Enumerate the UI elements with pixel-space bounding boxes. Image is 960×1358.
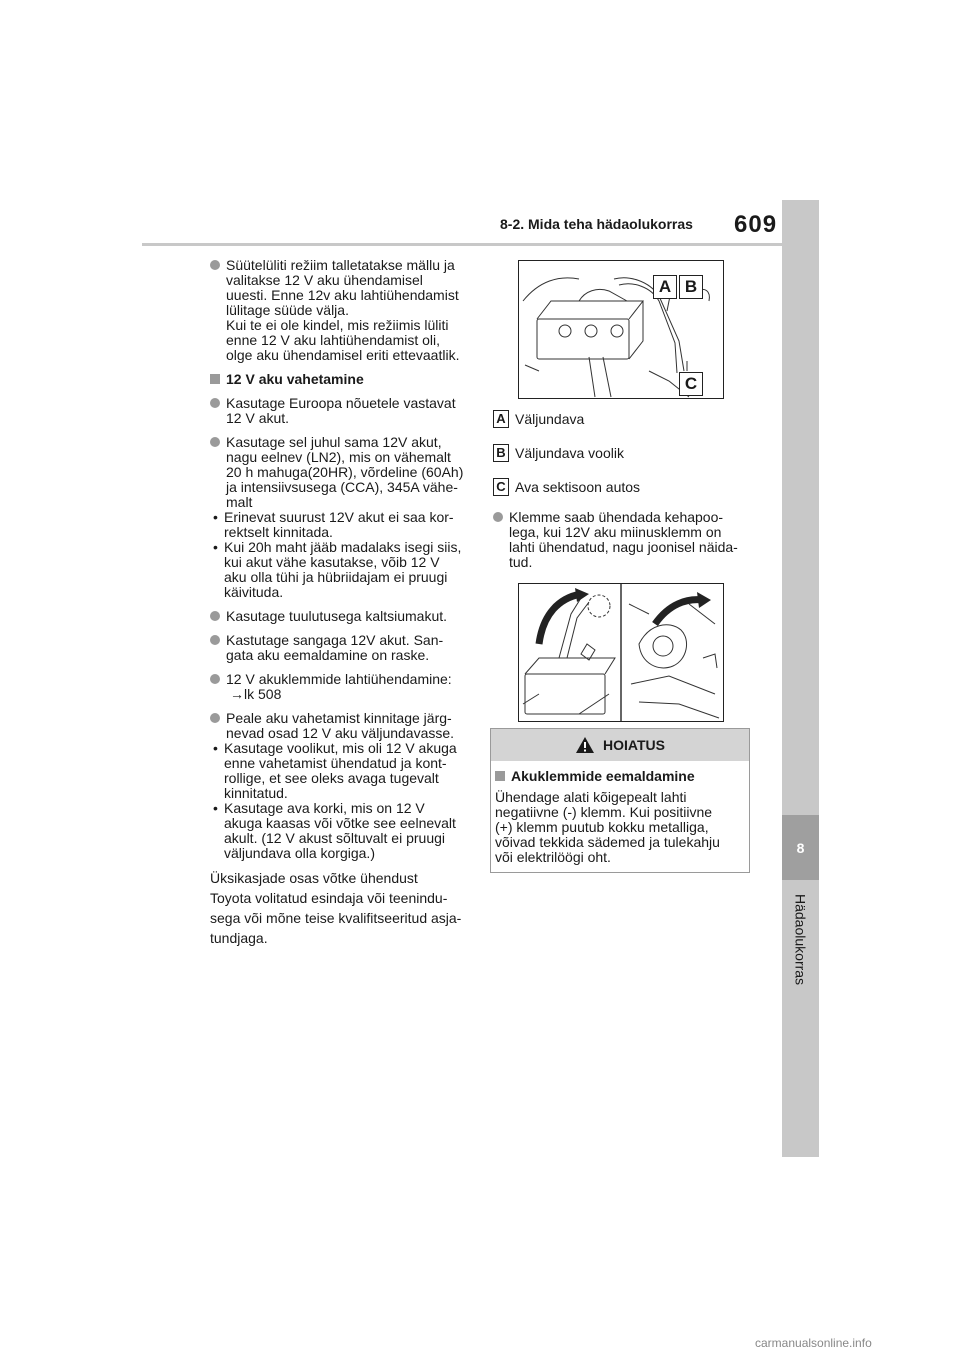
bullet-handle-battery <box>210 633 472 663</box>
chapter-label-wrap <box>782 880 819 1000</box>
chapter-number: 8 <box>782 815 819 880</box>
bullet-vented-battery <box>210 609 472 624</box>
text-line: Kui te ei ole kindel, mis režiimis lüliti <box>226 317 449 333</box>
text-line: enne vahetamist ühendatud ja kont- <box>224 755 447 771</box>
bullet-terminal-disconnect <box>210 672 472 702</box>
text-line: aku olla tühi ja hübriidajam ei pruugi <box>224 569 448 585</box>
text-line: Klemme saab ühendada kehapoo- <box>509 509 724 525</box>
text-line: Kasutage tuulutusega kaltsiumakut. <box>226 608 448 624</box>
figure-label-a: A <box>653 275 677 299</box>
legend-key: C <box>493 478 509 496</box>
legend-item-a <box>493 410 743 430</box>
text-line: akult. (12 V akust sõltuvalt ei pruugi <box>224 830 446 846</box>
sub-item <box>210 741 472 801</box>
text-line: olge aku ühendamisel eriti ettevaatlik. <box>226 347 460 363</box>
text-line: tud. <box>509 554 533 570</box>
text-line: lahti ühendatud, nagu joonisel näida- <box>509 539 738 555</box>
warning-title: HOIATUS <box>603 737 665 753</box>
text-line: uuesti. Enne 12v aku lahtiühendamist <box>226 287 459 303</box>
text-line: Kasutage voolikut, mis oli 12 V akuga <box>224 740 457 756</box>
text-line: rollige, et see oleks avaga tugevalt <box>224 770 439 786</box>
text-line: Kasutage sel juhul sama 12V akut, <box>226 434 442 450</box>
text-line: gata aku eemaldamine on raske. <box>226 647 430 663</box>
section-title: 8-2. Mida teha hädaolukorras <box>500 216 693 232</box>
warning-box <box>490 728 750 873</box>
page-reference: →lk 508 <box>230 686 282 702</box>
warning-body <box>491 761 749 865</box>
header-rule <box>142 243 782 246</box>
bullet-dot <box>493 512 503 522</box>
text-line: Kasutage Euroopa nõuetele vastavat <box>226 395 456 411</box>
warning-heading-text: Akuklemmide eemaldamine <box>511 768 695 784</box>
text-line: (+) klemm puutub kokku metalliga, <box>495 819 709 835</box>
bullet-dot <box>210 260 220 270</box>
heading-battery-replacement <box>210 372 472 387</box>
bullet-dot <box>210 611 220 621</box>
text-line: tundjaga. <box>210 930 268 946</box>
bullet-mode-memory <box>210 258 472 363</box>
bullet-european-battery <box>210 396 472 426</box>
legend-text: Väljundava voolik <box>515 445 624 461</box>
figure-battery-vent <box>518 260 724 399</box>
legend-key: A <box>493 410 509 428</box>
text-line: kinnitatud. <box>224 785 288 801</box>
sub-bullet: • <box>213 740 218 756</box>
sub-bullet: • <box>213 800 218 816</box>
figure-legend <box>493 410 743 498</box>
legend-key: B <box>493 444 509 462</box>
text-line: käivituda. <box>224 584 284 600</box>
legend-text: Väljundava <box>515 411 585 427</box>
text-line: malt <box>226 494 253 510</box>
left-column <box>210 258 472 948</box>
text-line: väljundava olla korgiga.) <box>224 845 375 861</box>
sub-item <box>210 540 472 600</box>
figure-label-c: C <box>679 372 703 396</box>
text-line: Ühendage alati kõigepealt lahti <box>495 789 687 805</box>
text-line: lülitage süüde välja. <box>226 302 349 318</box>
warning-heading <box>495 769 745 784</box>
text-line: Kui 20h maht jääb madalaks isegi siis, <box>224 539 462 555</box>
text-line: 12 V akut. <box>226 410 290 426</box>
text-line: kui akut vähe kasutakse, võib 12 V <box>224 554 440 570</box>
legend-item-b <box>493 444 743 464</box>
bullet-after-replacement <box>210 711 472 861</box>
page-number: 609 <box>734 211 778 238</box>
text-line: Toyota volitatud esindaja või teenindu- <box>210 890 448 906</box>
sub-bullet: • <box>213 539 218 555</box>
chapter-label: Hädaolukorras <box>792 894 809 986</box>
text-line: Üksikasjade osas võtke ühendust <box>210 870 418 886</box>
text-line: negatiivne (-) klemm. Kui positiivne <box>495 804 713 820</box>
text-line: akuga kaasas või võtke see eelnevalt <box>224 815 456 831</box>
bullet-dot <box>210 398 220 408</box>
text-line: ja intensiivsusega (CCA), 345A vähe- <box>226 479 458 495</box>
warning-triangle-icon <box>575 736 595 754</box>
sub-item <box>210 510 472 540</box>
text-line: võivad tekkida sädemed ja tulekahju <box>495 834 720 850</box>
warning-header <box>491 729 749 761</box>
sub-item <box>210 801 472 861</box>
legend-item-c <box>493 478 743 498</box>
watermark: carmanualsonline.info <box>755 1336 872 1350</box>
text-line: 12 V akuklemmide lahtiühendamine: <box>226 671 452 687</box>
heading-text: 12 V aku vahetamine <box>226 371 364 387</box>
text-line: nagu eelnev (LN2), mis on vähemalt <box>226 449 451 465</box>
legend-text: Ava sektisoon autos <box>515 479 641 495</box>
heading-square <box>210 374 220 384</box>
text-line: valitakse 12 V aku ühendamisel <box>226 272 423 288</box>
sub-bullet: • <box>213 509 218 525</box>
text-line: Kasutage ava korki, mis on 12 V <box>224 800 425 816</box>
bullet-dot <box>210 674 220 684</box>
text-line: 20 h mahuga(20HR), võrdeline (60Ah) <box>226 464 464 480</box>
right-bullet-block <box>493 510 748 579</box>
bullet-dot <box>210 713 220 723</box>
text-line: Peale aku vahetamist kinnitage järg- <box>226 710 452 726</box>
bullet-dot <box>210 635 220 645</box>
text-line: nevad osad 12 V aku väljundavasse. <box>226 725 455 741</box>
terminal-illustration <box>519 584 723 721</box>
text-line: enne 12 V aku lahtiühendamist oli, <box>226 332 441 348</box>
figure-label-b: B <box>679 275 703 299</box>
text-line: sega või mõne teise kvalifitseeritud asja- <box>210 910 462 926</box>
text-line: lega, kui 12V aku miinusklemm on <box>509 524 722 540</box>
figure-terminal-connection <box>518 583 724 722</box>
bullet-body-ground <box>493 510 748 570</box>
closing-paragraph <box>210 868 472 948</box>
bullet-dot <box>210 437 220 447</box>
text-line: või elektrilöögi oht. <box>495 849 611 865</box>
text-line: rektselt kinnitada. <box>224 524 333 540</box>
text-line: Kastutage sangaga 12V akut. San- <box>226 632 444 648</box>
text-line: Erinevat suurust 12V akut ei saa kor- <box>224 509 454 525</box>
heading-square <box>495 771 505 781</box>
bullet-same-battery <box>210 435 472 600</box>
text-line: Süütelüliti režiim talletatakse mällu ja <box>226 257 455 273</box>
chapter-side-tab <box>782 200 819 1157</box>
